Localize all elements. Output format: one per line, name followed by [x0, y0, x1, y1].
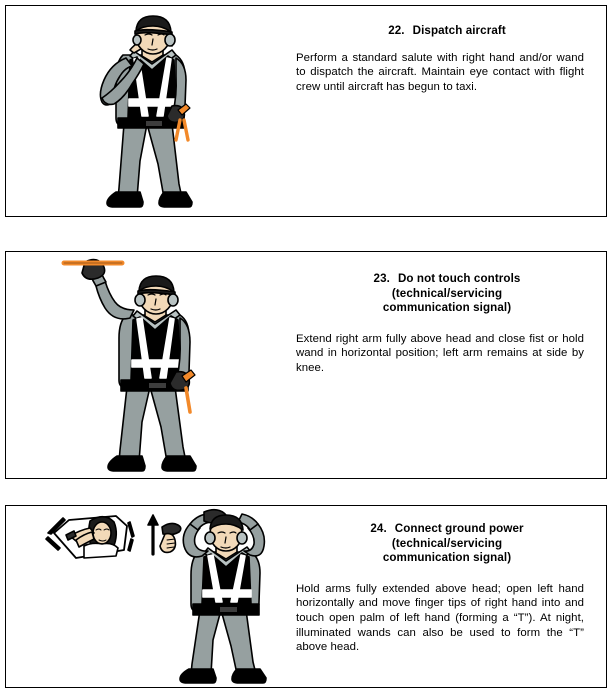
panel-heading-24: Connect ground power — [394, 522, 524, 535]
text-column-24 — [288, 506, 606, 687]
signal-panel-23 — [5, 251, 607, 479]
panel-number-23: 23. — [373, 272, 390, 285]
panel-body-22: Perform a standard salute with right hand and/or wand to dispatch the aircraft. Maintain eye contact with flight crew until aircraft has begun to taxi. — [296, 51, 584, 93]
cockpit-pilot-inset — [46, 516, 134, 558]
panel-number-22: 22. — [388, 24, 405, 37]
marshaller-arm-raised-figure — [6, 252, 288, 477]
panel-subtitle-24-line-2: communication signal) — [382, 551, 512, 565]
panel-title-23 — [288, 272, 606, 316]
panel-title-22 — [288, 24, 606, 39]
panel-body-23: Extend right arm fully above head and close fist or hold wand in horizontal position; left arm remains at side by knee. — [296, 332, 584, 374]
figure-column-23 — [6, 252, 288, 478]
marshaller-t-signal-figure — [6, 506, 288, 686]
text-column-22 — [288, 6, 606, 216]
panel-subtitle-23-line-2: communication signal) — [382, 301, 512, 315]
panel-title-24 — [288, 522, 606, 566]
t-gesture-detail — [148, 515, 181, 554]
marshaller-body-24 — [180, 510, 266, 683]
figure-column-22 — [6, 6, 288, 216]
panel-heading-23: Do not touch controls — [397, 272, 521, 285]
figure-column-24 — [6, 506, 288, 687]
signal-panel-24 — [5, 505, 607, 688]
panel-heading-22: Dispatch aircraft — [412, 24, 506, 37]
panel-number-24: 24. — [370, 522, 387, 535]
panel-subtitle-24-line-1: (technical/servicing — [391, 536, 503, 550]
signal-panel-22 — [5, 5, 607, 217]
panel-body-24: Hold arms fully extended above head; open left hand horizontally and move finger tips of right hand into and touch open palm of left hand (forming a “T”). At night, illuminated wands can also be used to form the “T” above head. — [296, 582, 584, 654]
marshaller-saluting-figure — [6, 6, 288, 215]
panel-subtitle-23-line-1: (technical/servicing — [391, 286, 503, 300]
text-column-23 — [288, 252, 606, 478]
